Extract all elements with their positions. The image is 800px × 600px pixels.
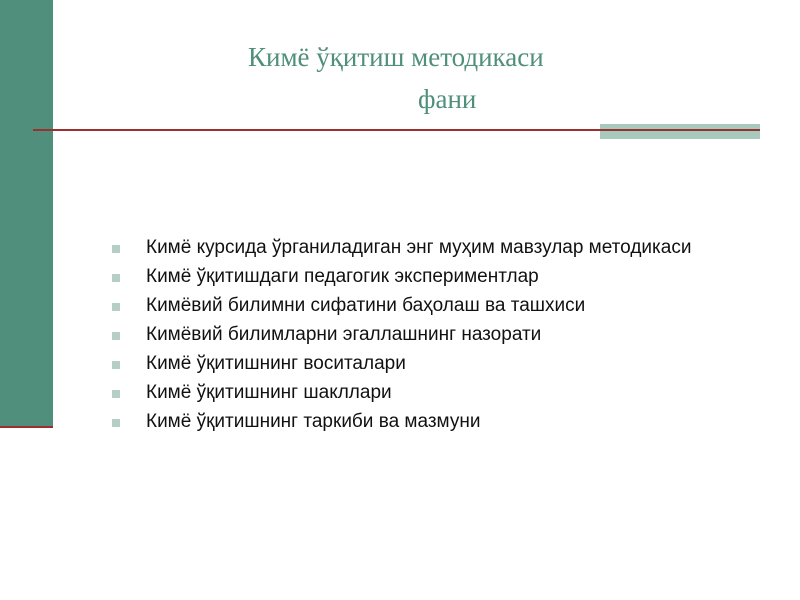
bullet-item <box>112 294 712 318</box>
square-bullet-icon <box>112 274 120 282</box>
slide-title-line-2: фани <box>418 84 477 114</box>
bullet-text: Кимё курсида ўрганиладиган энг муҳим мавзулар методикаси <box>146 237 692 258</box>
bullet-item <box>112 323 712 347</box>
square-bullet-icon <box>112 332 120 340</box>
square-bullet-icon <box>112 361 120 369</box>
title-rule-accent-block <box>600 124 760 139</box>
slide-title <box>248 36 544 120</box>
bullet-text: Кимё ўқитишнинг шакллари <box>146 382 392 403</box>
slide-title-line-1: Кимё ўқитиш методикаси <box>248 42 544 72</box>
left-accent-bar-underline <box>0 426 53 428</box>
square-bullet-icon <box>112 303 120 311</box>
bullet-text: Кимёвий билимни сифатини баҳолаш ва ташхиси <box>146 295 586 316</box>
bullet-item <box>112 410 712 434</box>
bullet-text: Кимёвий билимларни эгаллашнинг назорати <box>146 324 542 345</box>
bullet-item <box>112 265 712 289</box>
bullet-text: Кимё ўқитишнинг таркиби ва мазмуни <box>146 411 481 432</box>
bullet-item <box>112 381 712 405</box>
square-bullet-icon <box>112 419 120 427</box>
square-bullet-icon <box>112 390 120 398</box>
square-bullet-icon <box>112 245 120 253</box>
bullet-text: Кимё ўқитишдаги педагогик экспериментлар <box>146 266 539 287</box>
bullet-item <box>112 352 712 376</box>
title-rule-accent-line <box>600 129 760 131</box>
left-accent-bar <box>0 0 53 426</box>
bullet-item <box>112 236 712 260</box>
topic-bullet-list <box>112 236 712 439</box>
bullet-text: Кимё ўқитишнинг воситалари <box>146 353 406 374</box>
